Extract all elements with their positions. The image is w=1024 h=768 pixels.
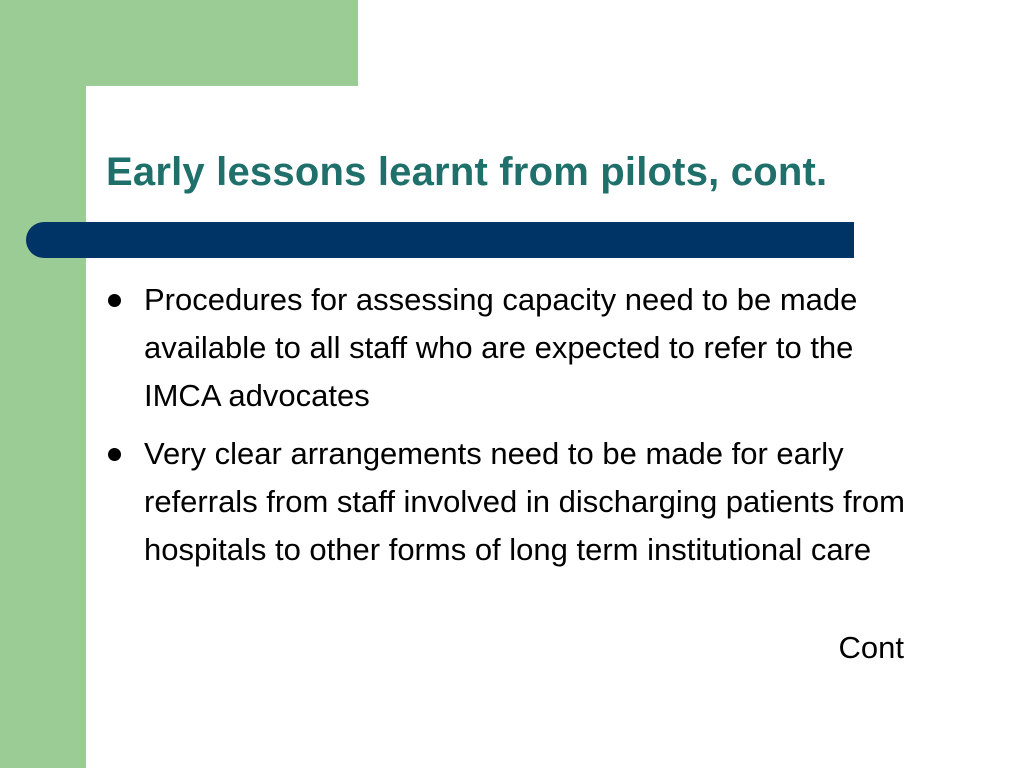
continuation-label: Cont <box>838 630 904 665</box>
bullet-dot-icon <box>108 294 121 307</box>
bullet-item <box>104 430 924 574</box>
bullet-dot-icon <box>108 448 121 461</box>
title-underline-bar <box>26 222 854 258</box>
bullet-list <box>104 276 924 584</box>
slide-title: Early lessons learnt from pilots, cont. <box>106 150 828 194</box>
bullet-text: Very clear arrangements need to be made for early referrals from staff involved in discharging patients from hospitals to other forms of long term institutional care <box>144 436 905 567</box>
green-accent-strip <box>0 0 86 768</box>
bullet-item <box>104 276 924 420</box>
bullet-text: Procedures for assessing capacity need to be made available to all staff who are expected to refer to the IMCA advocates <box>144 282 858 413</box>
